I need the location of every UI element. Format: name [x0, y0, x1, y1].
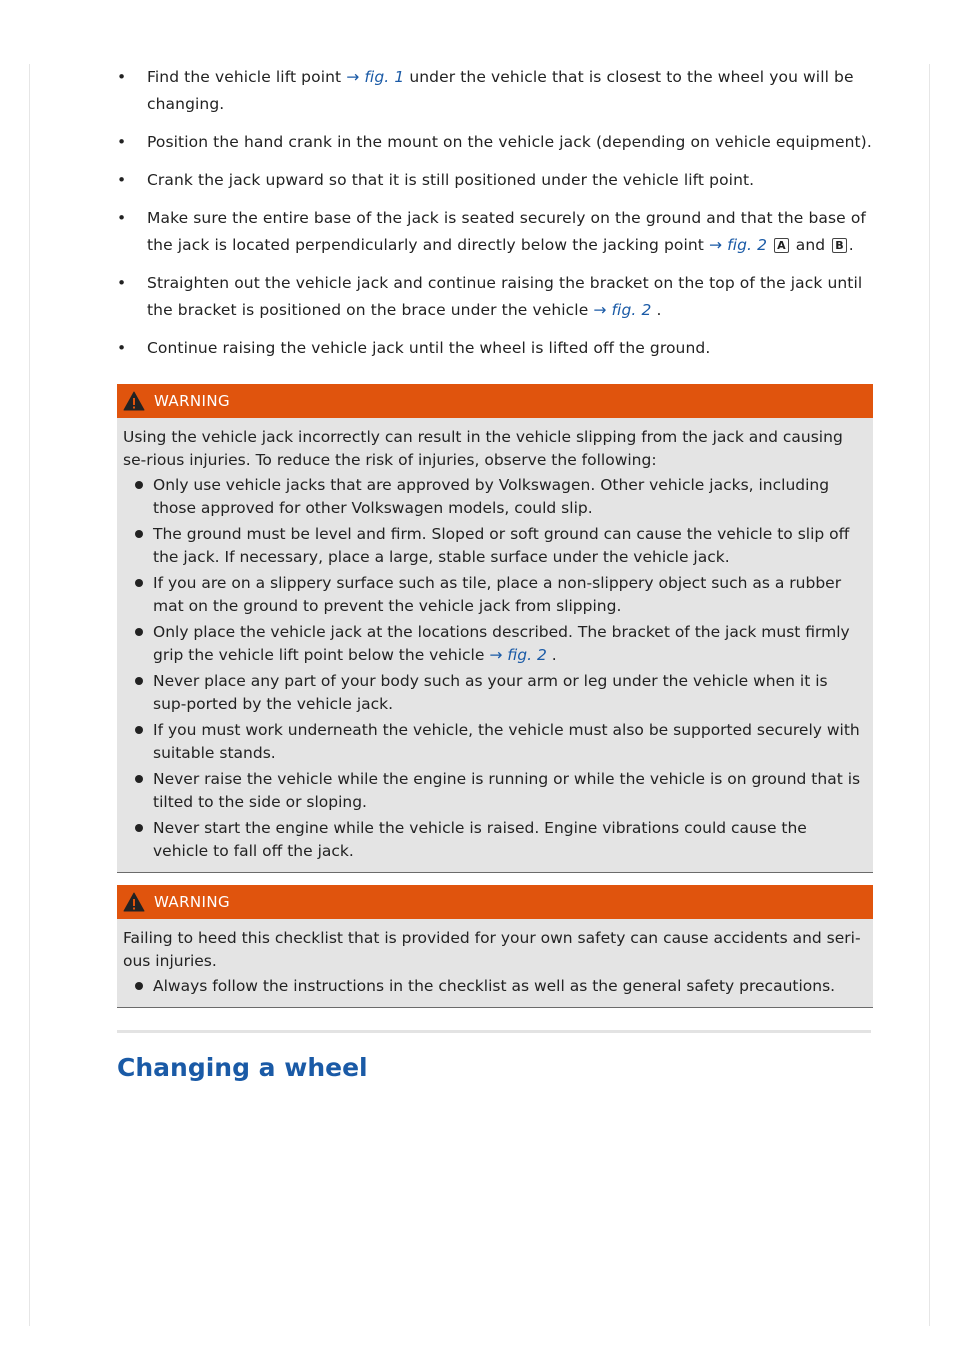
warning-box-jack-safety [117, 384, 873, 873]
step-bullet: • [117, 171, 127, 189]
procedure-step [117, 167, 873, 194]
procedure-step [117, 270, 873, 324]
warning-title: WARNING [154, 893, 230, 911]
warning-triangle-icon [123, 892, 145, 912]
warning-item-text: If you must work underneath the vehicle, the vehicle must also be supported securely with suitable stands. [153, 721, 860, 762]
warning-list-item [135, 719, 865, 765]
procedure-step [117, 335, 873, 362]
step-bullet: • [117, 339, 127, 357]
warning-body [117, 418, 873, 872]
figure-reference-label: fig. 2 [727, 236, 768, 254]
warning-item-text: Only use vehicle jacks that are approved by Volkswagen. Other vehicle jacks, including those approved for other Volkswagen models, could slip. [153, 476, 830, 517]
step-bullet: • [117, 68, 127, 86]
step-end-punctuation: . [848, 236, 854, 254]
procedure-step [117, 64, 873, 118]
warning-triangle-icon [123, 391, 145, 411]
bullet-dot-icon [135, 481, 143, 489]
step-text-continued: . [651, 301, 662, 319]
step-bullet: • [117, 133, 127, 151]
warning-list-item [135, 670, 865, 716]
section-title: Changing a wheel [117, 1053, 368, 1082]
page-margin-rule-left [29, 64, 30, 1326]
warning-item-text-continued: . [546, 646, 557, 664]
warning-list-item [135, 975, 865, 998]
step-bullet: • [117, 274, 127, 292]
warning-header [117, 885, 873, 919]
warning-item-text: Always follow the instructions in the checklist as well as the general safety precautions. [153, 977, 836, 995]
figure-reference-label: fig. 2 [611, 301, 652, 319]
warning-item-text: Only place the vehicle jack at the locations described. The bracket of the jack must firmly grip the vehicle lift point below the vehicle [153, 623, 850, 664]
arrow-right-icon: → [709, 236, 723, 254]
warning-list [123, 474, 865, 863]
step-bullet: • [117, 209, 127, 227]
figure-reference-link[interactable] [593, 301, 651, 319]
page-margin-rule-right [929, 64, 930, 1326]
callout-label-a: A [774, 238, 789, 253]
step-text: Crank the jack upward so that it is still positioned under the vehicle lift point. [147, 171, 755, 189]
arrow-right-icon: → [346, 68, 360, 86]
warning-list-item [135, 572, 865, 618]
warning-item-text: Never start the engine while the vehicle is raised. Engine vibrations could cause the vehicle to fall off the jack. [153, 819, 807, 860]
figure-reference-label: fig. 2 [507, 646, 547, 664]
warning-item-text: Never raise the vehicle while the engine is running or while the vehicle is on ground that is tilted to the side or sloping. [153, 770, 861, 811]
warning-item-text: If you are on a slippery surface such as tile, place a non-slippery object such as a rubber mat on the ground to prevent the vehicle jack from slipping. [153, 574, 842, 615]
warning-body [117, 919, 873, 1007]
step-text: Make sure the entire base of the jack is seated securely on the ground and that the base of the jack is located perpendicularly and directly below the jacking point [147, 209, 866, 254]
step-text-continued: under the vehicle that is closest to the wheel you will be changing. [147, 68, 854, 113]
warning-title: WARNING [154, 392, 230, 410]
warning-item-text: Never place any part of your body such as your arm or leg under the vehicle when it is sup-ported by the vehicle jack. [153, 672, 828, 713]
bullet-dot-icon [135, 726, 143, 734]
bullet-dot-icon [135, 775, 143, 783]
procedure-steps [117, 64, 873, 362]
warning-list-item [135, 768, 865, 814]
figure-reference-link[interactable] [346, 68, 404, 86]
warning-list-item [135, 817, 865, 863]
conjunction-text: and [790, 236, 831, 254]
warning-list [123, 975, 865, 998]
warning-header [117, 384, 873, 418]
step-text: Straighten out the vehicle jack and continue raising the bracket on the top of the jack until the bracket is positioned on the brace under the vehicle [147, 274, 863, 319]
warning-box-checklist [117, 885, 873, 1008]
warning-intro: Using the vehicle jack incorrectly can result in the vehicle slipping from the jack and causing se-rious injuries. To reduce the risk of injuries, observe the following: [123, 428, 843, 469]
page-content [117, 64, 873, 1008]
warning-item-text: The ground must be level and firm. Sloped or soft ground can cause the vehicle to slip off the jack. If necessary, place a large, stable surface under the vehicle jack. [153, 525, 850, 566]
arrow-right-icon: → [593, 301, 607, 319]
step-text: Position the hand crank in the mount on the vehicle jack (depending on vehicle equipment). [147, 133, 872, 151]
procedure-step [117, 205, 873, 259]
callout-label-b: B [832, 238, 846, 253]
section-divider [117, 1030, 871, 1033]
bullet-dot-icon [135, 579, 143, 587]
bullet-dot-icon [135, 530, 143, 538]
procedure-step [117, 129, 873, 156]
figure-reference-label: fig. 1 [364, 68, 405, 86]
bullet-dot-icon [135, 677, 143, 685]
step-text: Find the vehicle lift point [147, 68, 347, 86]
warning-list-item [135, 523, 865, 569]
bullet-dot-icon [135, 628, 143, 636]
warning-list-item [135, 621, 865, 667]
bullet-dot-icon [135, 824, 143, 832]
step-text: Continue raising the vehicle jack until the wheel is lifted off the ground. [147, 339, 711, 357]
figure-reference-link[interactable] [709, 236, 767, 254]
warning-intro: Failing to heed this checklist that is provided for your own safety can cause accidents and seri-ous injuries. [123, 929, 861, 970]
arrow-right-icon: → [489, 646, 503, 664]
bullet-dot-icon [135, 982, 143, 990]
warning-list-item [135, 474, 865, 520]
figure-reference-link[interactable] [489, 646, 547, 664]
